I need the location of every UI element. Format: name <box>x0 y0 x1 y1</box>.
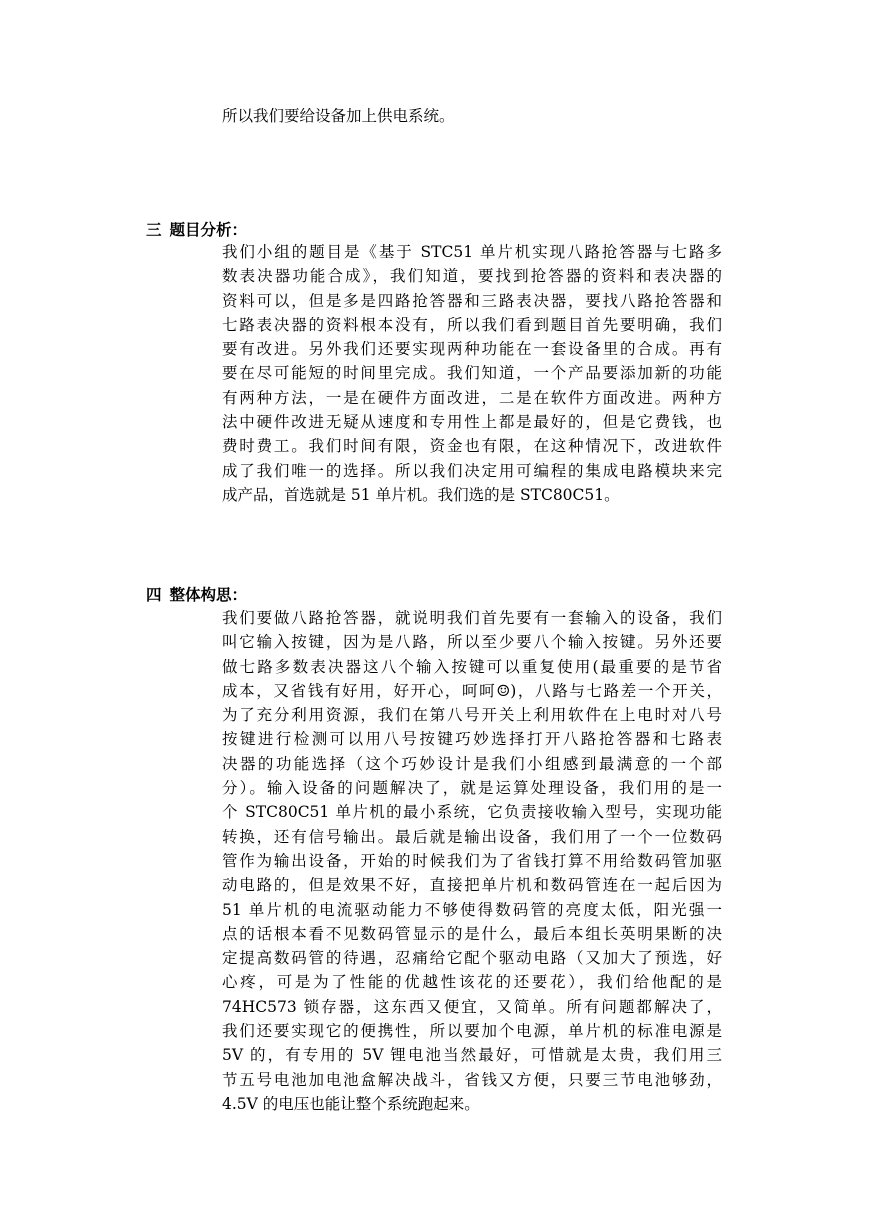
text-line: 资料可以，但是多是四路抢答器和三路表决器，要找八路抢答器和 <box>222 291 722 310</box>
text-line: 分）。输入设备的问题解决了，就是运算处理设备，我们用的是一 <box>222 779 722 798</box>
text-line: 按键进行检测可以用八号按键巧妙选择打开八路抢答器和七路表 <box>222 730 722 749</box>
text-line: 做七路多数表决器这八个输入按键可以重复使用(最重要的是节省 <box>222 657 722 676</box>
text-line: 节五号电池加电池盒解决战斗，省钱又方便，只要三节电池够劲， <box>222 1070 722 1089</box>
section-4-heading <box>146 583 247 607</box>
intro-paragraph <box>222 104 722 128</box>
text-line: 转换，还有信号输出。最后就是输出设备，我们用了一个一位数码 <box>222 827 722 846</box>
text-line: 七路表决器的资料根本没有，所以我们看到题目首先要明确，我们 <box>222 315 722 334</box>
text-line: 成产品，首选就是 51 单片机。我们选的是 STC80C51。 <box>222 485 620 504</box>
section-3-title: 题目分析： <box>169 220 248 239</box>
text-line: 要有改进。另外我们还要实现两种功能在一套设备里的合成。再有 <box>222 340 722 359</box>
text-line: 心疼，可是为了性能的优越性该花的还要花），我们给他配的是 <box>222 973 722 992</box>
section-4-paragraph <box>222 606 722 1116</box>
text-line: 有两种方法，一是在硬件方面改进，二是在软件方面改进。两种方 <box>222 388 722 407</box>
text-line: 我们小组的题目是《基于 STC51 单片机实现八路抢答器与七路多 <box>222 243 722 261</box>
text-line: 成了我们唯一的选择。所以我们决定用可编程的集成电路模块来完 <box>222 461 722 480</box>
text-line: 成本，又省钱有好用，好开心，呵呵☺)，八路与七路差一个开关， <box>222 681 722 700</box>
text-line: 动电路的，但是效果不好，直接把单片机和数码管连在一起后因为 <box>222 876 722 895</box>
text-line: 叫它输入按键，因为是八路，所以至少要八个输入按键。另外还要 <box>222 633 722 652</box>
text-line: 点的话根本看不见数码管显示的是什么，最后本组长英明果断的决 <box>222 924 722 943</box>
text-line: 我们还要实现它的便携性，所以要加个电源，单片机的标准电源是 <box>222 1022 722 1041</box>
section-3-heading <box>146 218 247 242</box>
text-line: 51 单片机的电流驱动能力不够使得数码管的亮度太低，阳光强一 <box>222 900 722 919</box>
text-line: 我们要做八路抢答器，就说明我们首先要有一套输入的设备，我们 <box>222 609 722 627</box>
text-line: 74HC573 锁存器，这东西又便宜，又简单。所有问题都解决了， <box>222 997 722 1016</box>
text-line: 法中硬件改进无疑从速度和专用性上都是最好的，但是它费钱，也 <box>222 413 722 432</box>
text-line: 为了充分利用资源，我们在第八号开关上利用软件在上电时对八号 <box>222 706 722 725</box>
text-line: 决器的功能选择（这个巧妙设计是我们小组感到最满意的一个部 <box>222 754 722 773</box>
text-line: 5V 的，有专用的 5V 锂电池当然最好，可惜就是太贵，我们用三 <box>222 1046 722 1065</box>
text-line: 个 STC80C51 单片机的最小系统，它负责接收输入型号，实现功能 <box>222 803 722 822</box>
section-4-number: 四 <box>146 585 162 604</box>
text-line: 费时费工。我们时间有限，资金也有限，在这种情况下，改进软件 <box>222 437 722 456</box>
section-3-paragraph <box>222 240 722 507</box>
text-line: 定提高数码管的待遇，忍痛给它配个驱动电路（又加大了预选，好 <box>222 949 722 968</box>
section-4-title: 整体构思： <box>169 585 248 604</box>
text-line: 要在尽可能短的时间里完成。我们知道，一个产品要添加新的功能 <box>222 364 722 383</box>
text-line: 管作为输出设备，开始的时候我们为了省钱打算不用给数码管加驱 <box>222 851 722 870</box>
text-line: 数表决器功能合成》，我们知道，要找到抢答器的资料和表决器的 <box>222 267 722 286</box>
text-line: 所以我们要给设备加上供电系统。 <box>222 107 455 125</box>
section-3-number: 三 <box>146 220 162 239</box>
text-line: 4.5V 的电压也能让整个系统跑起来。 <box>222 1094 480 1113</box>
